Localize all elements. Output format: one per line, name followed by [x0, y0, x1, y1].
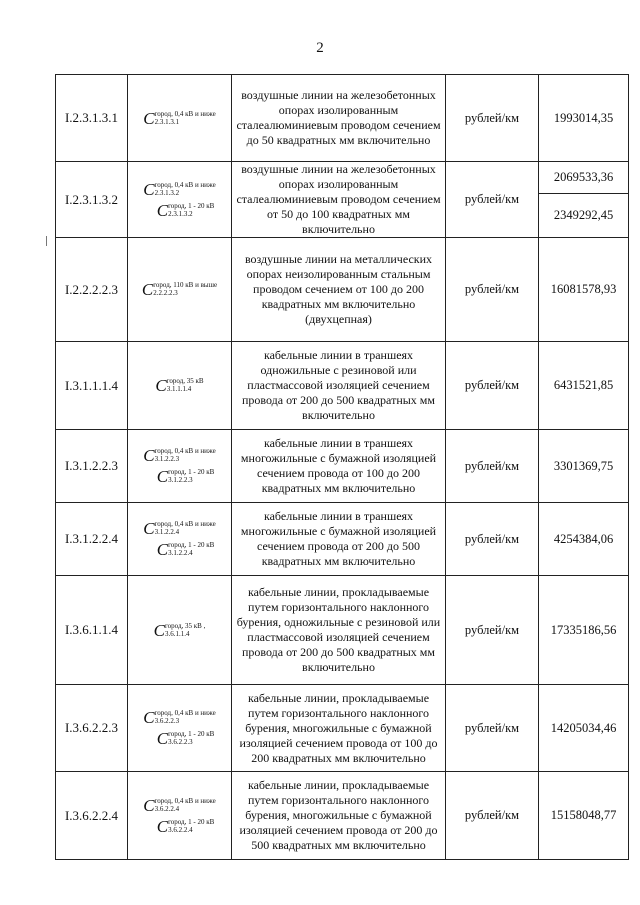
rate-superscript: город, 1 - 20 кВ: [168, 730, 215, 738]
rate-symbol: [143, 520, 216, 537]
rate-subscript: 3.1.2.2.4: [168, 549, 193, 557]
row-code: I.3.1.1.1.4: [56, 342, 128, 430]
row-description: воздушные линии на металлических опорах неизолированным стальным проводом сечением от 100 до 200 квадратных мм включительно (двухцепная): [232, 238, 446, 342]
row-unit: рублей/км: [446, 772, 539, 860]
row-value: 15158048,77: [539, 772, 629, 860]
row-value: 2069533,36: [539, 162, 629, 194]
rate-subscript: 2.3.1.3.2: [168, 209, 193, 218]
rate-superscript: город, 110 кВ и выше: [153, 281, 218, 289]
rate-subscript: 2.3.1.3.2: [154, 188, 180, 197]
rate-superscript: город, 0,4 кВ и ниже: [154, 447, 216, 455]
row-description: кабельные линии в траншеях одножильные с резиновой или пластмассовой изоляцией сечением провода от 200 до 500 квадратных мм включительно: [232, 342, 446, 430]
row-code: I.2.3.1.3.1: [56, 75, 128, 162]
row-description: кабельные линии в траншеях многожильные с бумажной изоляцией сечением провода от 200 до 500 квадратных мм включительно: [232, 503, 446, 576]
row-unit: рублей/км: [446, 430, 539, 503]
rate-superscript: город, 0,4 кВ и ниже: [154, 520, 216, 528]
row-code: I.3.1.2.2.3: [56, 430, 128, 503]
table-row: [56, 75, 629, 162]
rate-superscript: город, 0,4 кВ и ниже: [154, 709, 216, 717]
rate-letter: C: [156, 729, 169, 748]
table-row: [56, 503, 629, 576]
rate-letter: C: [143, 795, 155, 815]
row-code: I.2.2.2.2.3: [56, 238, 128, 342]
rate-superscript: город, 0,4 кВ и ниже: [154, 796, 216, 805]
rate-symbol: [154, 622, 206, 639]
row-value: 16081578,93: [539, 238, 629, 342]
row-unit: рублей/км: [446, 162, 539, 238]
rate-superscript: город, 1 - 20 кВ: [168, 468, 215, 476]
row-code: I.2.3.1.3.2: [56, 162, 128, 238]
row-description: воздушные линии на железобетонных опорах изолированным сталеалюминиевым проводом сечением до 50 квадратных мм включительно: [232, 75, 446, 162]
row-unit: рублей/км: [446, 576, 539, 685]
row-unit: рублей/км: [446, 238, 539, 342]
row-value: 17335186,56: [539, 576, 629, 685]
rate-symbol: [142, 281, 217, 298]
row-code: I.3.1.2.2.4: [56, 503, 128, 576]
row-description: кабельные линии, прокладываемые путем горизонтального наклонного бурения, многожильные с бумажной изоляцией сечением провода от 200 до 500 квадратных мм включительно: [232, 772, 446, 860]
table-row: [56, 430, 629, 503]
row-description: кабельные линии, прокладываемые путем горизонтального наклонного бурения, многожильные с бумажной изоляцией сечением провода от 100 до 200 квадратных мм включительно: [232, 685, 446, 772]
rate-symbol-cell: [128, 75, 232, 162]
rate-letter: C: [143, 179, 155, 199]
table-row: [56, 685, 629, 772]
row-description: кабельные линии в траншеях многожильные с бумажной изоляцией сечением провода от 100 до 200 квадратных мм включительно: [232, 430, 446, 503]
rate-superscript: город, 1 - 20 кВ: [168, 201, 215, 210]
rate-letter: C: [143, 108, 155, 128]
rate-symbol: [157, 468, 215, 485]
rate-subscript: 2.2.2.2.3: [153, 289, 178, 297]
rate-symbol-cell: [128, 162, 232, 238]
rate-superscript: город, 35 кВ ,: [164, 621, 206, 630]
rate-symbol: [143, 709, 216, 726]
row-code: I.3.6.2.2.4: [56, 772, 128, 860]
rate-letter: C: [143, 708, 155, 727]
table-row: [56, 772, 629, 860]
row-description: воздушные линии на железобетонных опорах изолированным сталеалюминиевым проводом сечением от 50 до 100 квадратных мм включительно: [232, 162, 446, 238]
table-row: [56, 162, 629, 194]
rate-subscript: 3.1.2.2.4: [154, 528, 180, 536]
row-value: 4254384,06: [539, 503, 629, 576]
rate-symbol-cell: [128, 342, 232, 430]
rate-symbol-cell: [128, 430, 232, 503]
rate-subscript: 3.6.1.1.4: [164, 629, 190, 638]
rate-subscript: 3.6.2.2.4: [154, 804, 180, 813]
table-row: [56, 238, 629, 342]
rate-symbol-cell: [128, 238, 232, 342]
rate-superscript: город, 0,4 кВ и ниже: [154, 180, 216, 189]
rate-letter: C: [143, 446, 155, 465]
rate-subscript: 3.1.2.2.3: [154, 455, 180, 463]
rate-symbol: [143, 797, 216, 814]
margin-mark: [46, 236, 47, 246]
row-value: 1993014,35: [539, 75, 629, 162]
row-value: 3301369,75: [539, 430, 629, 503]
rate-symbol: [157, 818, 215, 835]
rate-letter: C: [141, 280, 154, 299]
row-unit: рублей/км: [446, 685, 539, 772]
table-row: [56, 576, 629, 685]
rate-letter: C: [156, 200, 169, 220]
rate-subscript: 3.6.2.2.3: [154, 717, 180, 725]
rate-letter: C: [156, 467, 169, 486]
rate-symbol-cell: [128, 685, 232, 772]
rate-letter: C: [153, 620, 165, 640]
rate-letter: C: [155, 376, 167, 395]
rate-letter: C: [143, 519, 155, 538]
row-unit: рублей/км: [446, 503, 539, 576]
row-unit: рублей/км: [446, 75, 539, 162]
rate-letter: C: [156, 816, 169, 836]
rate-subscript: 3.1.2.2.3: [168, 476, 193, 484]
row-value: 2349292,45: [539, 194, 629, 238]
rate-letter: C: [156, 540, 169, 559]
rate-symbol: [155, 377, 203, 394]
row-value: 14205034,46: [539, 685, 629, 772]
row-unit: рублей/км: [446, 342, 539, 430]
rate-superscript: город, 1 - 20 кВ: [168, 817, 215, 826]
rate-symbol: [143, 447, 216, 464]
rate-subscript: 3.6.2.2.4: [168, 825, 193, 834]
rate-symbol-cell: [128, 772, 232, 860]
rate-symbol: [157, 541, 215, 558]
row-code: I.3.6.2.2.3: [56, 685, 128, 772]
rate-superscript: город, 1 - 20 кВ: [168, 541, 215, 549]
rate-subscript: 3.6.2.2.3: [168, 738, 193, 746]
tariff-table: [55, 74, 629, 860]
rate-symbol: [143, 110, 216, 127]
row-code: I.3.6.1.1.4: [56, 576, 128, 685]
row-description: кабельные линии, прокладываемые путем горизонтального наклонного бурения, одножильные с резиновой или пластмассовой изоляцией сечением провода от 200 до 500 квадратных мм включительно: [232, 576, 446, 685]
rate-superscript: город, 35 кВ: [166, 377, 204, 385]
rate-superscript: город, 0,4 кВ и ниже: [154, 109, 216, 118]
row-value: 6431521,85: [539, 342, 629, 430]
rate-subscript: 2.3.1.3.1: [154, 117, 180, 126]
rate-symbol: [143, 181, 216, 198]
table-row: [56, 342, 629, 430]
rate-symbol-cell: [128, 576, 232, 685]
rate-symbol: [157, 730, 215, 747]
rate-symbol-cell: [128, 503, 232, 576]
rate-subscript: 3.1.1.1.4: [166, 385, 192, 393]
page-number: 2: [316, 40, 324, 56]
rate-symbol: [157, 202, 215, 219]
